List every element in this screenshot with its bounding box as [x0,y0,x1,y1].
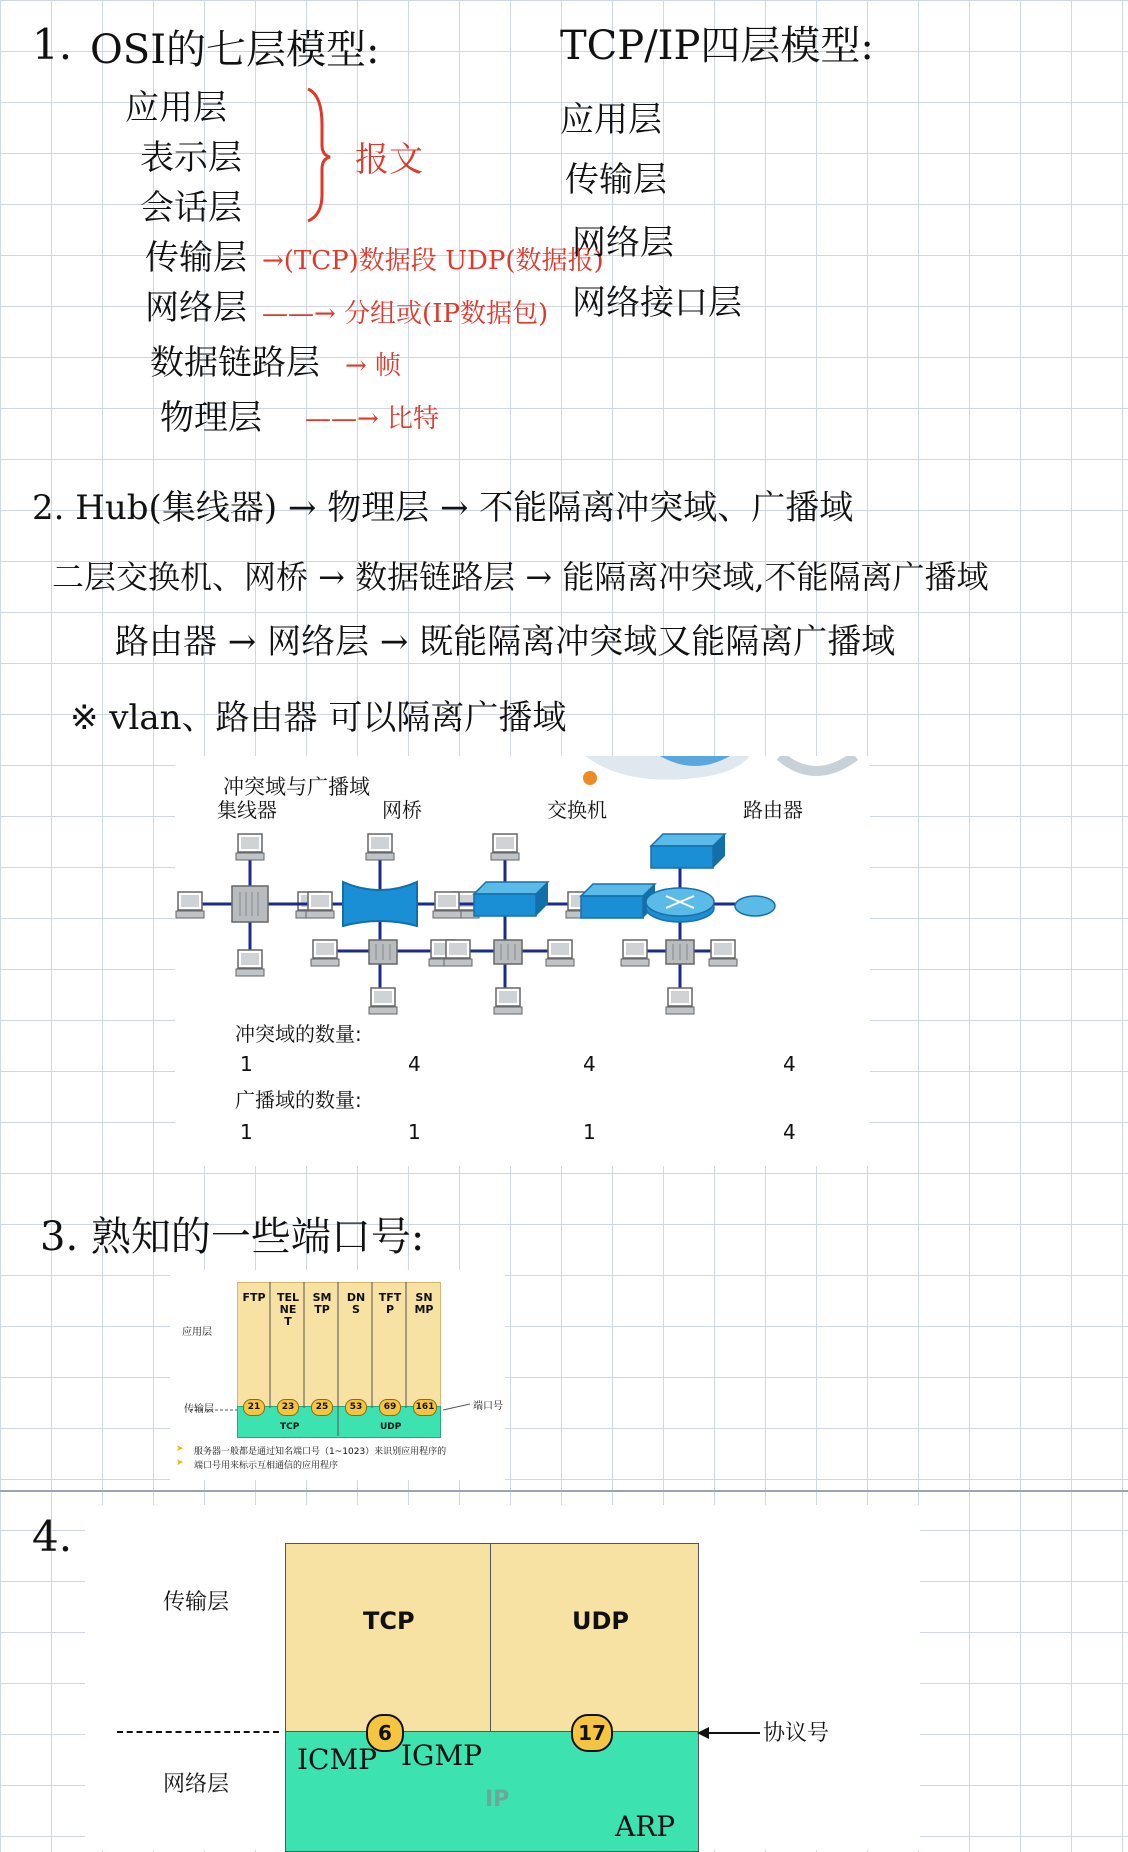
tcp-protocol-badge: 6 [366,1714,404,1752]
section1-number: 1. [32,20,73,69]
collision-count-switch: 4 [583,1052,596,1076]
device-label-switch: 交换机 [547,798,607,822]
port-badge-23: 23 [277,1399,299,1416]
port-badge-21: 21 [243,1399,265,1416]
hw-arp: ARP [615,1810,676,1843]
bullet-arrow-icon: ➤ [176,1444,184,1454]
broadcast-count-bridge: 1 [408,1120,421,1144]
protocol-number-figure [85,1505,920,1850]
pc-icon [311,940,339,966]
collision-count-router: 4 [783,1052,796,1076]
broadcast-label: 广播域的数量: [235,1088,362,1112]
port-protocol-tftp: TFTP [378,1291,402,1316]
port-protocol-telnet: TELNET [276,1291,300,1328]
broadcast-count-switch: 1 [583,1120,596,1144]
hw-igmp: IGMP [401,1739,482,1772]
pc-icon [494,988,522,1014]
udp-protocol-badge: 17 [571,1714,613,1752]
router-icon [735,896,775,916]
tcpip-layer-interface: 网络接口层 [572,283,742,323]
collision-label: 冲突域的数量: [235,1022,362,1046]
port-protocol-dns: DNS [346,1291,366,1316]
port-udp-label: UDP [380,1422,402,1432]
hw-icmp: ICMP [297,1743,377,1776]
pc-icon [369,988,397,1014]
pc-icon [433,892,461,918]
arrow-left-icon [697,1727,709,1739]
tcp-label: TCP [363,1607,415,1635]
collision-broadcast-figure [175,756,870,1166]
protocol-number-label: 协议号 [763,1721,830,1746]
port-number-figure [170,1270,505,1480]
osi-layer-datalink: 数据链路层 [150,343,320,383]
pc-icon [444,940,472,966]
brace-icon [300,85,340,225]
port-badge-161: 161 [413,1399,437,1416]
osi-layer-presentation: 表示层 [140,138,242,178]
port-badge-53: 53 [345,1399,367,1416]
port-badge-69: 69 [379,1399,401,1416]
switch-icon [581,884,655,918]
switch-icon [651,834,725,868]
device-label-router: 路由器 [743,798,803,822]
device-line-vlan: ※ vlan、路由器 可以隔离广播域 [70,698,567,738]
tcpip-layer-application: 应用层 [560,100,662,140]
pc-icon [366,834,394,860]
port-tcp-label: TCP [280,1422,300,1432]
figure1-title: 冲突域与广播域 [223,775,370,799]
osi-layer-physical: 物理层 [160,398,262,438]
port-protocol-snmp: SNMP [414,1291,434,1316]
section3-title: 3. 熟知的一些端口号: [40,1214,425,1260]
osi-layer-application: 应用层 [125,88,227,128]
pc-icon [666,988,694,1014]
osi-layer-session: 会话层 [140,188,242,228]
pc-icon [236,834,264,860]
pc-icon [306,892,334,918]
section-divider [0,1490,1128,1492]
udp-label: UDP [572,1607,629,1635]
port-badge-25: 25 [311,1399,333,1416]
pc-icon [709,940,737,966]
device-label-hub: 集线器 [217,798,277,822]
network-layer-label: 网络层 [163,1772,230,1797]
port-transport-layer-label: 传输层 [184,1404,214,1415]
ip-label: IP [485,1787,510,1812]
pc-icon [621,940,649,966]
broadcast-count-hub: 1 [240,1120,253,1144]
brace-label: 报文 [355,140,423,180]
pdu-transport: →(TCP)数据段 UDP(数据报) [262,246,604,276]
port-number-label: 端口号 [473,1401,503,1412]
collision-count-hub: 1 [240,1052,253,1076]
tcpip-layer-network: 网络层 [572,223,674,263]
device-label-bridge: 网桥 [382,798,422,822]
collision-count-bridge: 4 [408,1052,421,1076]
device-line-switch: 二层交换机、网桥 → 数据链路层 → 能隔离冲突域,不能隔离广播域 [52,558,989,596]
router-icon [646,888,714,922]
transport-layer-label: 传输层 [163,1590,230,1615]
pc-icon [176,892,204,918]
tcpip-layer-transport: 传输层 [565,160,667,200]
pdu-network: ——→ 分组或(IP数据包) [262,299,549,329]
device-line-hub: 2. Hub(集线器) → 物理层 → 不能隔离冲突域、广播域 [32,488,854,528]
pdu-datalink: → 帧 [345,351,402,381]
tcpip-title: TCP/IP四层模型: [560,23,874,69]
device-line-router: 路由器 → 网络层 → 既能隔离冲突域又能隔离广播域 [115,622,896,662]
port-app-layer-label: 应用层 [182,1327,212,1338]
decorative-cloud-icon [780,756,855,771]
pc-icon [236,950,264,976]
section4-number: 4. [32,1512,73,1561]
osi-title: OSI的七层模型: [90,27,380,73]
switch-icon [474,882,548,916]
port-protocol-smtp: SMTP [312,1291,332,1316]
pc-icon [546,940,574,966]
port-protocol-ftp: FTP [242,1291,266,1304]
pdu-physical: ——→ 比特 [305,404,440,434]
osi-layer-transport: 传输层 [145,238,247,278]
port-note-2: 端口号用来标示互相通信的应用程序 [194,1461,339,1471]
pc-icon [491,834,519,860]
router-cluster [581,834,775,1014]
bullet-arrow-icon: ➤ [176,1458,184,1468]
port-note-1: 服务器一般都是通过知名端口号（1~1023）来识别应用程序的 [194,1447,447,1457]
broadcast-count-router: 4 [783,1120,796,1144]
bridge-cluster [295,834,479,1014]
switch-cluster [433,834,594,1014]
osi-layer-network: 网络层 [145,288,247,328]
orange-dot-icon [583,771,597,785]
